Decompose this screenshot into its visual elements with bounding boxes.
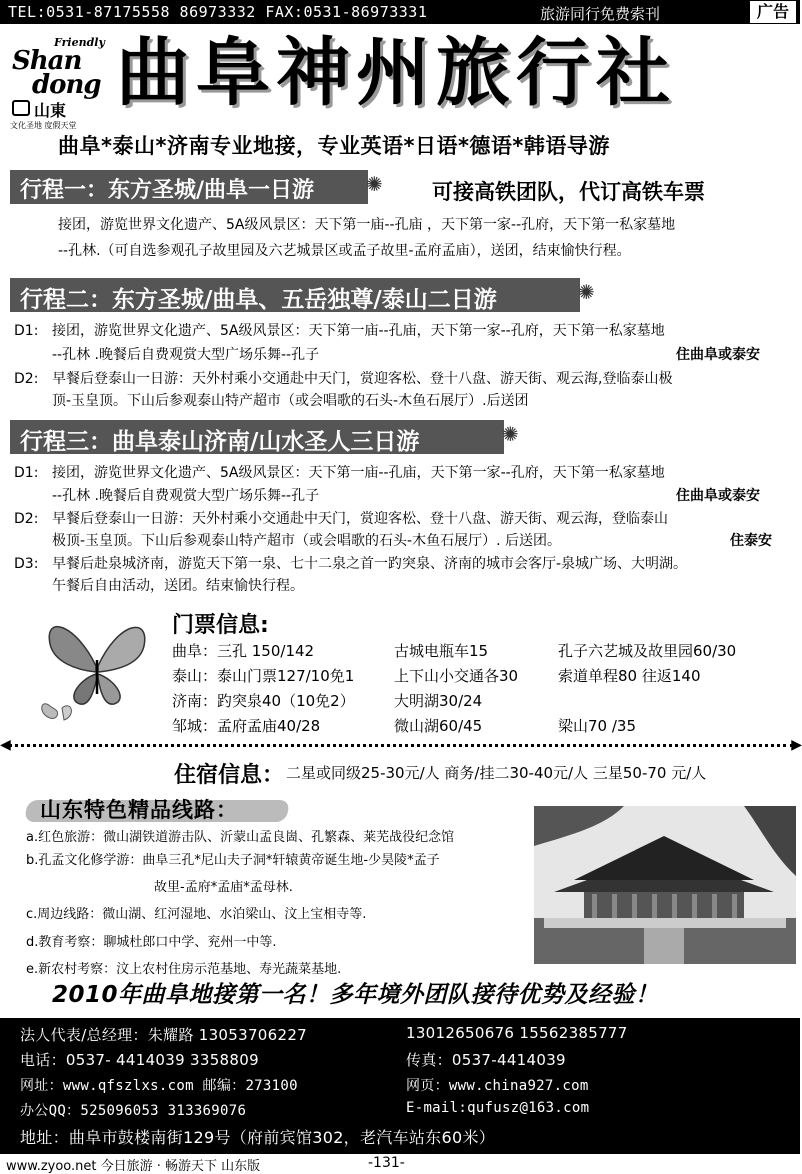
trip1-header [10,170,368,204]
trip2-header [10,278,580,312]
ticket-cell: 济南：趵突泉40（10免2） [172,692,355,710]
trip2-d1-line-2: --孔林 .晚餐后自费观赏大型广场乐舞--孔子 [52,347,320,363]
logo-slogan: 文化圣地 度假天堂 [10,121,77,130]
shandong-logo [10,34,110,130]
trip3-d2-label: D2: [14,511,39,527]
arrow-left-icon: ◀ [0,737,11,753]
burst-icon [502,426,522,446]
ticket-cell: 邹城：孟府孟庙40/28 [172,717,321,735]
address: 地址：曲阜市鼓楼南街129号（府前宾馆302，老汽车站东60米） [20,1128,496,1147]
trip3-d2-line-2: 极顶-玉皇顶。下山后参观泰山特产超市（或会唱歌的石头-木鱼石展厅）. 后送团。 [52,533,562,549]
routes-title: 山东特色精品线路： [40,797,238,822]
contact-numbers: TEL:0531-87175558 86973332 FAX:0531-86973331 [8,3,428,21]
trip3-header [10,420,504,454]
mobile-numbers: 13012650676 15562385777 [406,1024,628,1042]
trip2-title: 行程二：东方圣城/曲阜、五岳独尊/泰山二日游 [20,287,497,313]
trip3-d1-label: D1: [14,465,39,481]
trip3-d2-line-1: 早餐后登泰山一日游：天外村乘小交通赴中天门，赏迎客松、登十八盘、游天街、观云海，登临泰山 [52,511,668,527]
high-speed-rail-note: 可接高铁团队，代订高铁车票 [432,179,705,204]
route-item: c.周边线路：微山湖、红河湿地、水泊梁山、汶上宝相寺等. [26,907,367,922]
award-slogan: 2010年曲阜地接第一名！多年境外团队接待优势及经验！ [52,982,659,1008]
ticket-cell: 微山湖60/45 [394,717,483,735]
dotted-divider [0,737,802,753]
trip2-d2-line-1: 早餐后登泰山一日游：天外村乘小交通赴中天门，赏迎客松、登十八盘、游天街、观云海,登临泰山极 [52,371,673,387]
contact-footer [0,1018,800,1154]
email: E-mail:qufusz@163.com [406,1100,590,1116]
temple-photo [534,806,796,964]
route-item: 故里-孟府*孟庙*孟母林. [154,880,293,895]
trip1-line-2: --孔林.（可自选参观孔子故里园及六艺城景区或孟子故里-孟府孟庙），送团，结束愉快行程。 [58,243,631,259]
publication-credit: www.zyoo.net 今日旅游 · 畅游天下 山东版 [6,1159,261,1174]
trip3-d2-stay: 住泰安 [730,533,772,549]
trip2-d1-line-1: 接团，游览世界文化遗产、5A级风景区：天下第一庙--孔庙，天下第一家--孔府，天下第一私家墓地 [52,323,665,339]
trip2-d1-label: D1: [14,323,39,339]
lodging-title: 住宿信息： [174,763,285,788]
ticket-cell: 泰山：泰山门票127/10免1 [172,667,355,685]
legal-representative: 法人代表/总经理：朱耀路 13053706227 [20,1026,308,1044]
ticket-cell: 梁山70 /35 [558,717,636,735]
trip2-d1-stay: 住曲阜或泰安 [676,347,760,363]
page-number: -131- [368,1155,405,1171]
seal-icon [12,100,30,116]
butterfly-icon [36,614,156,732]
phone: 电话：0537- 4414039 3358809 [20,1051,259,1069]
ticket-cell: 孔子六艺城及故里园60/30 [558,642,737,660]
trip1-line-1: 接团，游览世界文化遗产、5A级风景区：天下第一庙--孔庙 ，天下第一家--孔府，天下第一私家墓地 [58,217,676,233]
ticket-cell: 古城电瓶车15 [394,642,489,660]
lodging-prices: 二星或同级25-30元/人 商务/挂二30-40元/人 三星50-70 元/人 [286,764,707,782]
trip3-d1-line-1: 接团，游览世界文化遗产、5A级风景区：天下第一庙--孔庙，天下第一家--孔府，天下第一私家墓地 [52,465,665,481]
route-item: a.红色旅游：微山湖铁道游击队、沂蒙山孟良崮、孔繁森、莱芜战役纪念馆 [26,830,455,845]
ticket-cell: 曲阜：三孔 150/142 [172,642,315,660]
trip3-d1-line-2: --孔林 .晚餐后自费观赏大型广场乐舞--孔子 [52,488,320,504]
logo-friendly: Friendly [54,36,105,49]
logo-dong: dong [32,70,101,100]
route-item: d.教育考察：聊城杜郎口中学、兖州一中等. [26,935,277,950]
ticket-cell: 大明湖30/24 [394,692,483,710]
trip3-d3-line-1: 早餐后赴泉城济南，游览天下第一泉、七十二泉之首一趵突泉、济南的城市会客厅-泉城广场、大明湖。 [52,556,688,572]
free-index-note: 旅游同行免费索刊 [540,5,661,23]
trip3-d3-label: D3: [14,556,39,572]
arrow-right-icon: ▶ [791,737,802,753]
tickets-title: 门票信息: [172,613,269,638]
office-qq: 办公QQ：525096053 313369076 [20,1103,247,1119]
trip3-d1-stay: 住曲阜或泰安 [676,488,760,504]
agency-title: 曲阜神州旅行社 [116,30,676,116]
route-item: b.孔孟文化修学游：曲阜三孔*尼山夫子洞*轩辕黄帝诞生地-少昊陵*孟子 [26,853,440,868]
ticket-cell: 上下山小交通各30 [394,667,519,685]
route-item: e.新农村考察：汶上农村住房示范基地、寿光蔬菜基地. [26,962,342,977]
logo-shan: Shan [12,46,82,76]
trip3-d3-line-2: 午餐后自由活动，送团。结束愉快行程。 [52,578,304,594]
top-bar [0,0,800,24]
trip1-title: 行程一：东方圣城/曲阜一日游 [20,178,315,203]
ticket-cell: 索道单程80 往返140 [558,667,701,685]
trip2-d2-line-2: 顶-玉皇顶。下山后参观泰山特产超市（或会唱歌的石头-木鱼石展厅）.后送团 [52,393,529,409]
bottom-bar [0,1154,800,1172]
burst-icon [366,176,386,196]
burst-icon [578,284,598,304]
fax: 传真：0537-4414039 [406,1051,566,1069]
logo-chinese: 山東 [34,101,67,120]
agency-services: 曲阜*泰山*济南专业地接，专业英语*日语*德语*韩语导游 [58,134,610,158]
trip3-title: 行程三：曲阜泰山济南/山水圣人三日游 [20,429,420,455]
ad-badge: 广告 [750,1,796,23]
trip2-d2-label: D2: [14,371,39,387]
webpage: 网页：www.china927.com [406,1078,589,1094]
website-postcode: 网址：www.qfszlxs.com 邮编：273100 [20,1078,298,1094]
